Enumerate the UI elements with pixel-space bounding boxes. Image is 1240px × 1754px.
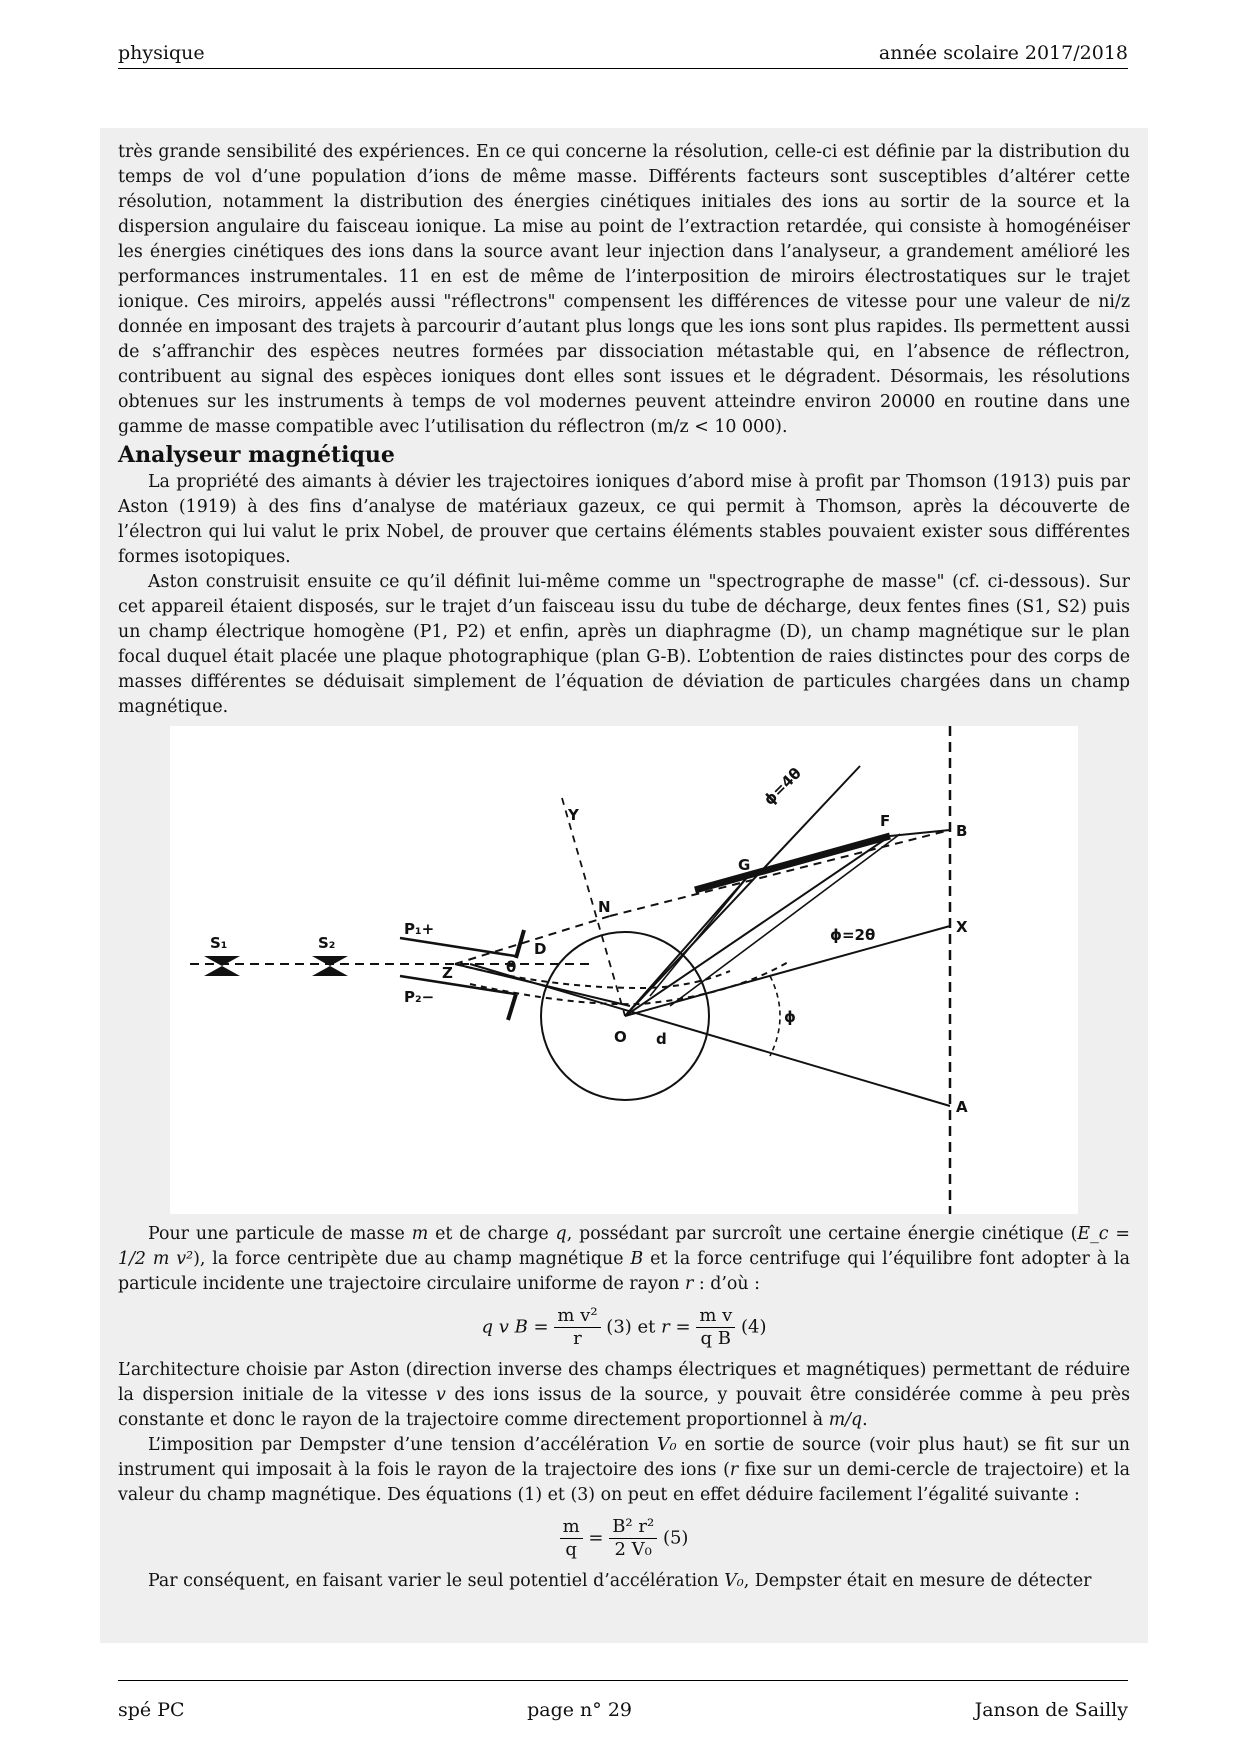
- plate-p1: [400, 938, 515, 956]
- paragraph-resolution: très grande sensibilité des expériences. En ce qui concerne la résolution, celle-ci est définie par la distribution du temps de vol d’une population d’ions de même masse. Différents facteurs sont susceptibles d’altérer cette résolution, notamment la distribution des énergies cinétiques initiales des ions au sortir de la source et la dispersion angulaire du faisceau ionique. La mise au point de l’extraction retardée, qui consiste à homogénéiser les énergies cinétiques des ions dans la source avant leur injection dans l’analyseur, a grandement amélioré les performances instrumentales. 11 en est de même de l’interposition de miroirs électrostatiques sur le trajet ionique. Ces miroirs, appelés aussi "réflectrons" compensent les différences de vitesse pour une valeur de ni/z donnée en imposant des trajets à parcourir d’autant plus longs que les ions sont plus rapides. Ils permettent aussi de s’affranchir des espèces neutres formées par dissociation métastable qui, en l’absence de réflectron, contribuent au signal des espèces ioniques dont elles sont issues et le dégradent. Désormais, les résolutions obtenues sur les instruments à temps de vol modernes peuvent atteindre environ 20000 en routine dans une gamme de masse compatible avec l’utilisation du réflectron (m/z < 10 000).: [118, 142, 1130, 437]
- ray-curve-upper: [455, 964, 730, 988]
- angle-arc-phi: [770, 976, 780, 1056]
- label-b: B: [956, 822, 968, 840]
- equation-3-4: q v B = $\frac{\text{m v²}}{r}$ (3) et r = $\frac{\text{m v}}{\text{q B}}$ (4): [481, 1305, 767, 1349]
- header-year: année scolaire 2017/2018: [878, 42, 1128, 64]
- label-phi: ϕ: [784, 1008, 796, 1026]
- equation-5: $\frac{m}{q}$ = $\frac{\text{B² r²}}{\text{2 V₀}}$ (5): [118, 1516, 1130, 1561]
- document-body: [118, 140, 1130, 1594]
- label-a: A: [956, 1098, 968, 1116]
- slit-s2-bottom: [312, 966, 348, 976]
- paragraph-thomson: La propriété des aimants à dévier les trajectoires ioniques d’abord mise à profit par Thomson (1913) puis par Aston (1919) à des fins d’analyse de matériaux gazeux, ce qui permit à Thomson, après la découverte de l’électron qui lui valut le prix Nobel, de prouver que certains éléments stables pouvaient exister sous différentes formes isotopiques.: [118, 472, 1130, 567]
- diaphragm-bottom: [508, 994, 516, 1020]
- page-header: [118, 40, 1128, 69]
- paragraph-aston: Aston construisit ensuite ce qu’il définit lui-même comme un "spectrographe de masse" (cf. ci-dessous). Sur cet appareil étaient disposés, sur le trajet d’un faisceau issu du tube de décharge, deux fentes fines (S1, S2) puis un champ électrique homogène (P1, P2) et enfin, après un diaphragme (D), un champ magnétique sur le plan focal duquel était placée une plaque photographique (plan G-B). L’obtention de raies distinctes pour des corps de masses différentes se déduisait simplement de l’équation de déviation de particules chargées dans un champ magnétique.: [118, 572, 1130, 717]
- label-p2: P₂−: [404, 988, 435, 1006]
- footer-page-number: page n° 29: [527, 1699, 632, 1721]
- label-s2: S₂: [318, 934, 336, 952]
- axis-y: [562, 798, 625, 1016]
- paragraph-particle: Pour une particule de masse m et de charge q, possédant par surcroît une certaine énergie cinétique (E_c = 1/2 m v²), la force centripète due au champ magnétique B et la force centrifuge qui l’équilibre font adopter à la particule incidente une trajectoire circulaire uniforme de rayon r : d’où :: [118, 1224, 1130, 1294]
- paragraph-architecture: L’architecture choisie par Aston (direction inverse des champs électriques et magnétiques) permettant de réduire la dispersion initiale de la vitesse v des ions issus de la source, y pouvait être considérée comme à peu près constante et donc le rayon de la trajectoire comme directement proportionnel à m/q.: [118, 1360, 1130, 1430]
- label-y: Y: [568, 806, 579, 824]
- slit-s1-bottom: [204, 966, 240, 976]
- label-phi-4theta: ϕ=4θ: [760, 764, 805, 809]
- ray-inner-f: [670, 834, 900, 1006]
- footer-school: Janson de Sailly: [974, 1699, 1128, 1721]
- label-o: O: [614, 1028, 627, 1046]
- label-s1: S₁: [210, 934, 228, 952]
- spectrograph-diagram: [170, 726, 1078, 1214]
- header-subject: physique: [118, 42, 205, 64]
- ray-n-b: [610, 830, 950, 916]
- label-x: X: [956, 918, 968, 936]
- label-n: N: [598, 898, 611, 916]
- label-d: D: [534, 940, 547, 958]
- paragraph-dempster: L’imposition par Dempster d’une tension d’accélération V₀ en sortie de source (voir plus haut) se fit sur un instrument qui imposait à la fois le rayon de la trajectoire des ions (r fixe sur un demi-cercle de trajectoire) et la valeur du champ magnétique. Des équations (1) et (3) on peut en effet déduire facilement l’égalité suivante :: [118, 1435, 1130, 1505]
- ray-o-a: [470, 964, 950, 1106]
- label-d-small: d: [656, 1030, 667, 1048]
- section-title: Analyseur magnétique: [118, 442, 395, 468]
- label-phi-2theta: ϕ=2θ: [830, 926, 876, 944]
- label-f: F: [880, 812, 891, 830]
- page-footer: [118, 1680, 1128, 1721]
- label-z: Z: [442, 964, 453, 982]
- label-g: G: [738, 856, 751, 874]
- paragraph-conclusion: Par conséquent, en faisant varier le seul potentiel d’accélération V₀, Dempster était en mesure de détecter: [148, 1571, 1092, 1591]
- aston-spectrograph-figure: [170, 726, 1078, 1214]
- ray-zn: [455, 916, 610, 964]
- label-theta: θ: [506, 958, 517, 976]
- label-p1: P₁+: [404, 920, 435, 938]
- footer-class: spé PC: [118, 1699, 185, 1721]
